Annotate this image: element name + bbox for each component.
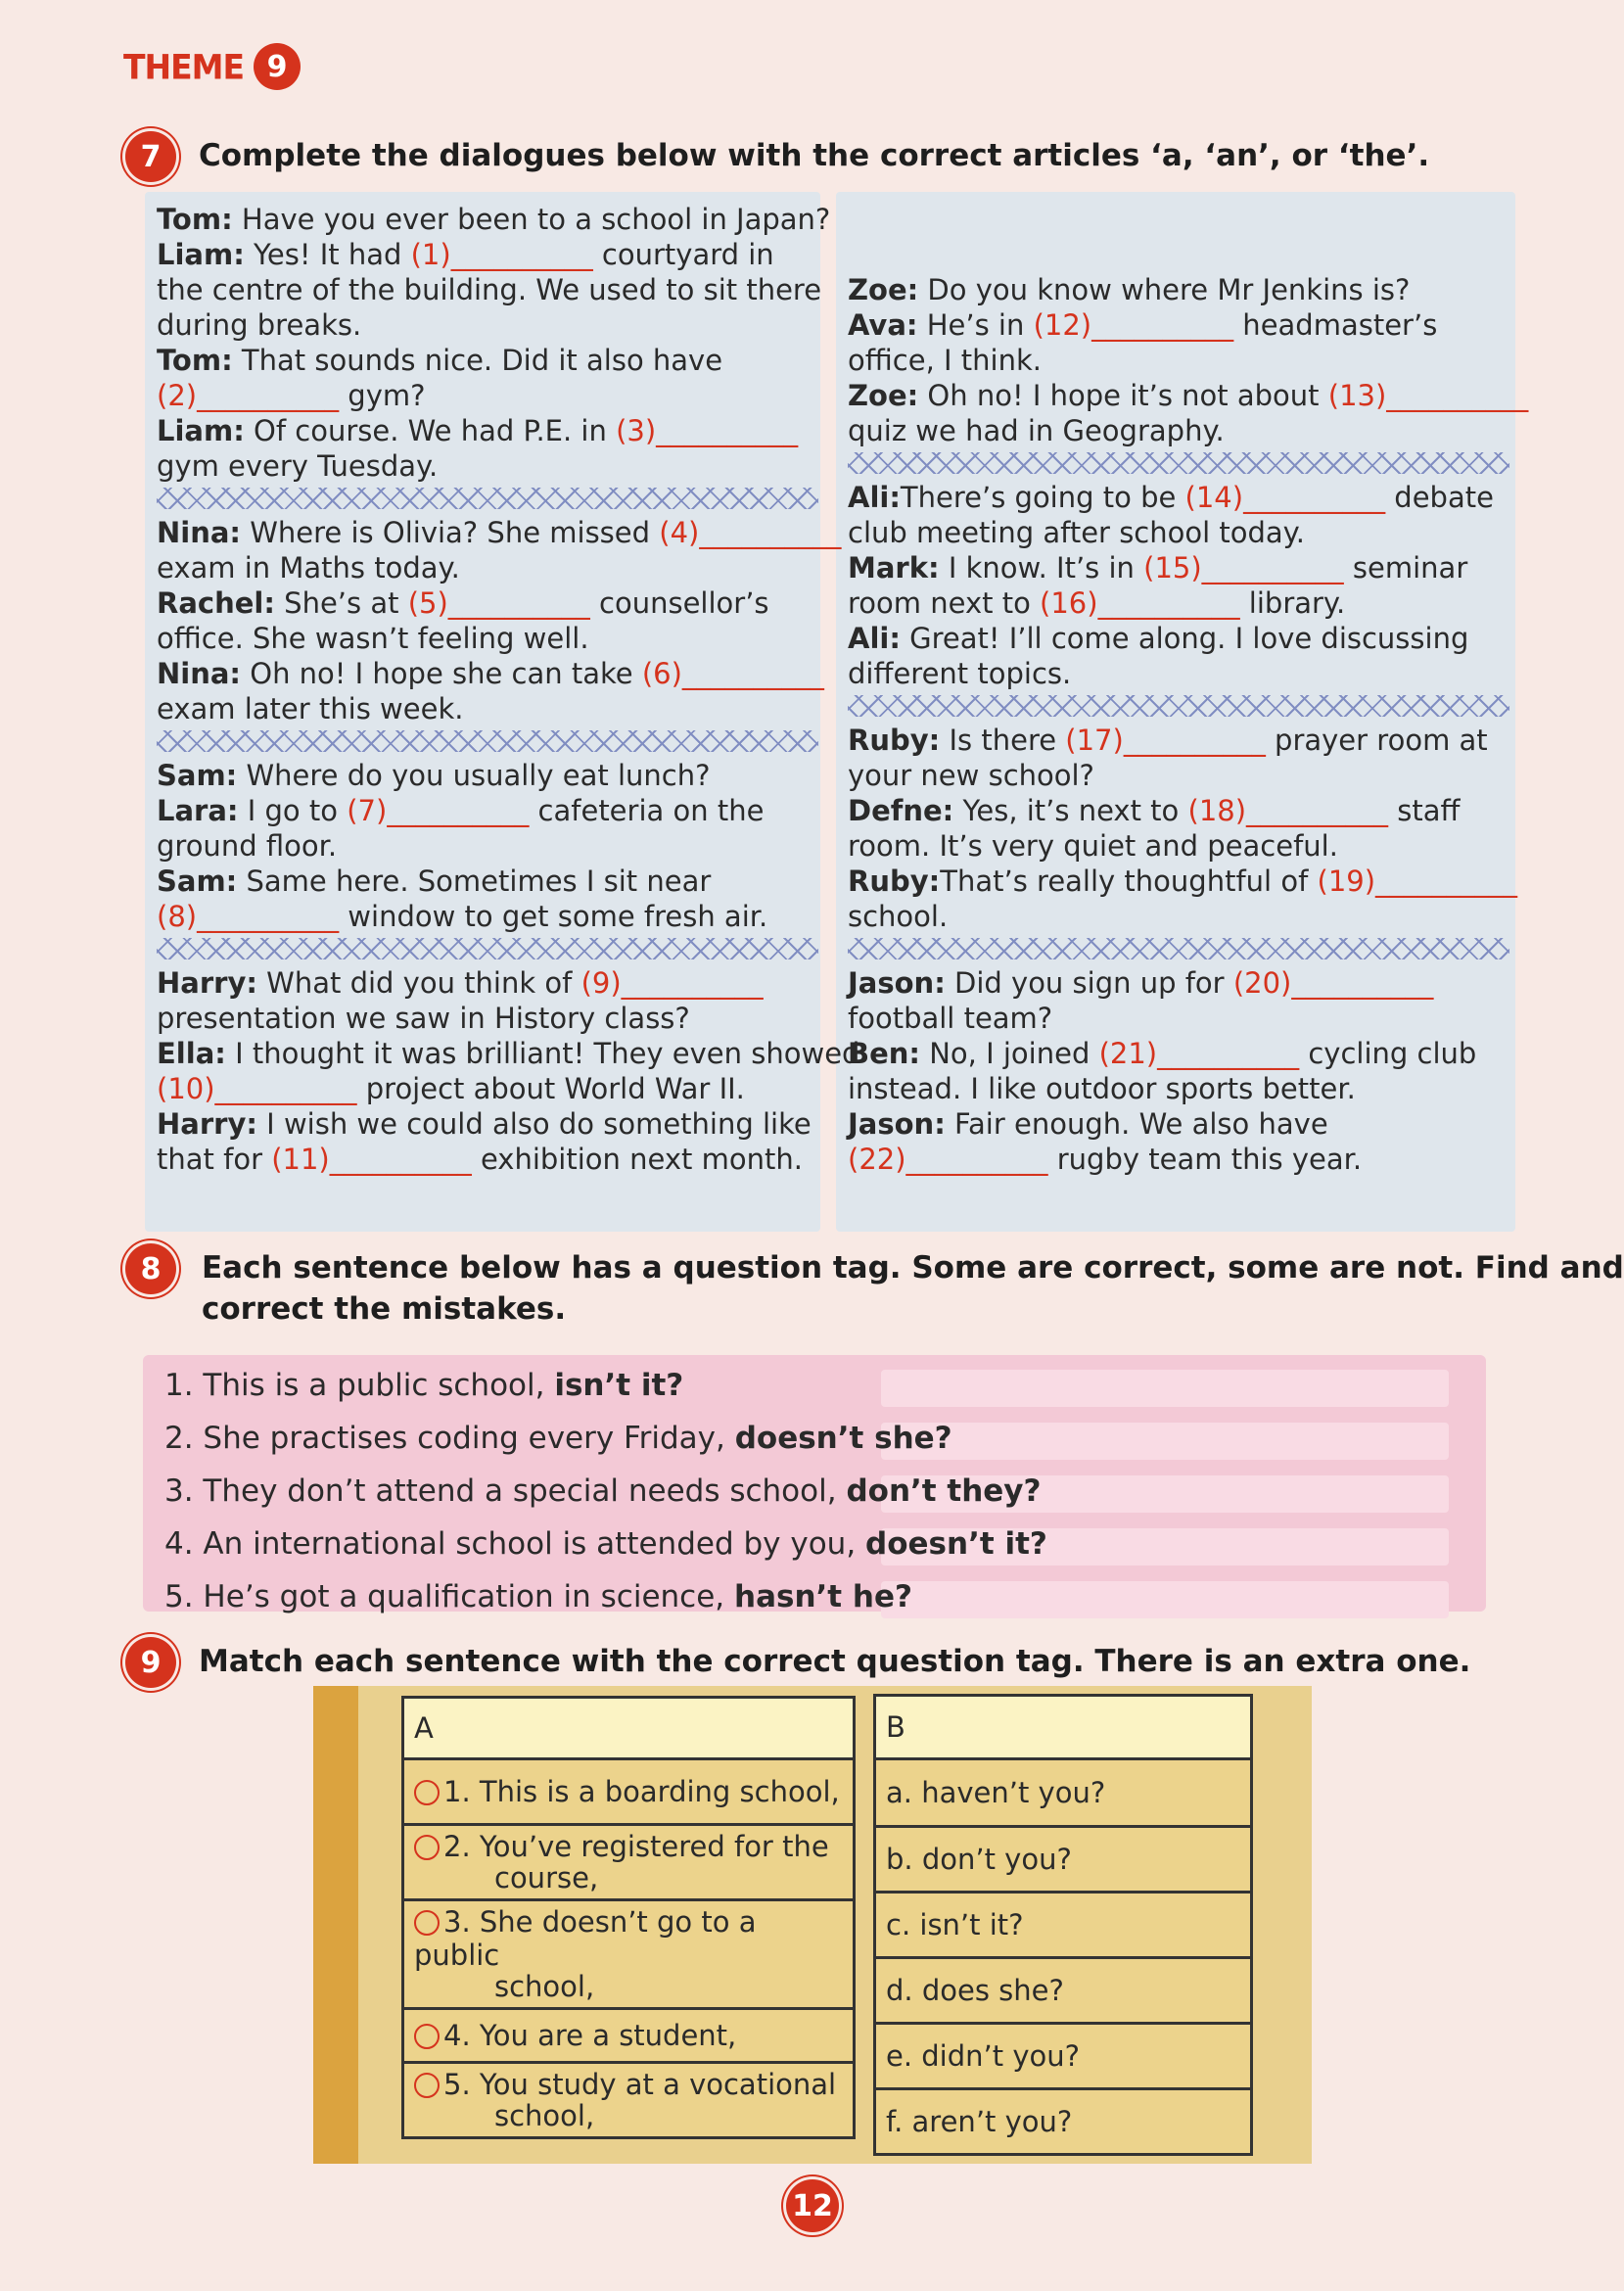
- matching-tag-cell: a. haven’t you?: [875, 1759, 1252, 1827]
- answer-blank: (6)__________: [641, 657, 824, 690]
- dialogue-block: [848, 480, 1509, 691]
- dialogue-text: Same here. Sometimes I sit near: [237, 865, 712, 898]
- matching-sentence-cont: course,: [494, 1861, 599, 1894]
- matching-row-a: [403, 2009, 855, 2063]
- speaker-name: Sam:: [157, 759, 238, 792]
- matching-sentence: 5. You study at a vocational: [443, 2068, 837, 2101]
- dialogue-line: [157, 965, 818, 1001]
- speaker-name: Harry:: [157, 1107, 257, 1141]
- speaker-name: Ben:: [848, 1037, 921, 1070]
- answer-blank: (21)__________: [1098, 1037, 1300, 1070]
- dialogue-text: gym?: [339, 379, 426, 412]
- dialogue-line: [848, 413, 1509, 448]
- dialogue-line: [157, 621, 818, 656]
- speaker-name: Tom:: [157, 344, 233, 377]
- dialogue-text: headmaster’s: [1233, 308, 1438, 342]
- matching-sentence-line: [414, 1905, 843, 1972]
- question-tag-item: [164, 1421, 952, 1456]
- dialogue-text: quiz we had in Geography.: [848, 414, 1225, 447]
- answer-circle[interactable]: [414, 1835, 440, 1860]
- dialogue-text: cafeteria on the: [529, 794, 765, 827]
- dialogue-text: That sounds nice. Did it also have: [232, 344, 723, 377]
- matching-sentence-line: [414, 2019, 843, 2052]
- speaker-name: Ali:: [848, 622, 901, 655]
- question-tag-item: [164, 1579, 912, 1614]
- dialogue-line: [157, 899, 818, 934]
- dialogue-text: exam in Maths today.: [157, 551, 460, 584]
- matching-cell-a: [403, 1759, 855, 1825]
- speaker-name: Nina:: [157, 657, 242, 690]
- dialogue-block: [848, 723, 1518, 934]
- question-tag: isn’t it?: [554, 1368, 684, 1403]
- dialogue-text: ground floor.: [157, 829, 338, 863]
- dialogue-text: Do you know where Mr Jenkins is?: [918, 273, 1411, 306]
- matching-row-b: [875, 2089, 1252, 2155]
- dialogue-line: [848, 965, 1509, 1001]
- dialogue-line: [157, 1106, 818, 1142]
- dialogue-line: [157, 758, 818, 793]
- dialogue-line: [848, 864, 1518, 899]
- dialogue-text: staff: [1388, 794, 1461, 827]
- answer-blank: (22)__________: [848, 1143, 1048, 1176]
- matching-sentence-line: [414, 1830, 843, 1863]
- matching-row-b: [875, 1893, 1252, 1958]
- dialogue-text: room next to: [848, 586, 1041, 620]
- dialogue-line: [157, 378, 818, 413]
- dialogue-block: [157, 758, 818, 934]
- dialogue-line: [848, 585, 1509, 621]
- dialogue-text: Have you ever been to a school in Japan?: [232, 203, 831, 236]
- speaker-name: Tom:: [157, 203, 233, 236]
- matching-sentence-line: [414, 2068, 843, 2101]
- speaker-name: Rachel:: [157, 586, 275, 620]
- dialogue-text: Did you sign up for: [945, 966, 1233, 1000]
- answer-blank: (18)__________: [1187, 794, 1389, 827]
- dialogue-line: [848, 1106, 1509, 1142]
- dialogue-text: project about World War II.: [356, 1072, 745, 1105]
- dialogue-line: [157, 307, 818, 343]
- question-tag-item: [164, 1473, 1042, 1509]
- dialogue-text: I thought it was brilliant! They even showed: [225, 1037, 860, 1070]
- answer-line[interactable]: [881, 1423, 1449, 1460]
- dialogue-text: Where is Olivia? She missed: [241, 516, 660, 549]
- dialogue-line: [157, 828, 818, 864]
- dialogue-line: [848, 1142, 1509, 1177]
- speaker-name: Liam:: [157, 414, 245, 447]
- answer-blank: (12)__________: [1033, 308, 1234, 342]
- dialogue-text: No, I joined: [920, 1037, 1099, 1070]
- dialogue-text: that for: [157, 1143, 272, 1176]
- exercise-8-title-line2: correct the mistakes.: [202, 1291, 567, 1327]
- matching-cell-a: [403, 1900, 855, 2009]
- dialogue-line: [848, 515, 1509, 550]
- dialogue-line: [157, 515, 842, 550]
- dialogue-text: gym every Tuesday.: [157, 449, 439, 483]
- page-number: 12: [786, 2179, 839, 2232]
- exercise-8-title-line1: Each sentence below has a question tag. Some are correct, some are not. Find and: [202, 1250, 1624, 1286]
- matching-column-a: [401, 1696, 856, 2139]
- dialogue-text: window to get some fresh air.: [339, 900, 768, 933]
- dialogue-text: Oh no! I hope it’s not about: [918, 379, 1328, 412]
- dialogue-line: [848, 828, 1509, 864]
- dialogue-block: [157, 202, 831, 484]
- dialogue-text: football team?: [848, 1002, 1053, 1035]
- dialogue-line: [848, 758, 1509, 793]
- speaker-name: Lara:: [157, 794, 239, 827]
- sentence-text: 1. This is a public school,: [164, 1368, 555, 1403]
- dialogue-line: [848, 1036, 1509, 1071]
- dialogue-text: exam later this week.: [157, 692, 464, 725]
- dialogue-line: [848, 343, 1509, 378]
- matching-sentence: 1. This is a boarding school,: [443, 1775, 840, 1808]
- answer-circle[interactable]: [414, 1780, 440, 1805]
- dialogue-block: [157, 965, 860, 1177]
- answer-line[interactable]: [881, 1370, 1449, 1407]
- dialogue-line: [157, 237, 818, 272]
- answer-blank: (2)__________: [157, 379, 340, 412]
- column-a-header: A: [403, 1698, 855, 1759]
- dialogue-separator: [848, 695, 1509, 717]
- dialogue-text: Of course. We had P.E. in: [244, 414, 617, 447]
- speaker-name: Defne:: [848, 794, 954, 827]
- dialogue-text: different topics.: [848, 657, 1072, 690]
- question-tag-item: [164, 1368, 683, 1403]
- matching-row-b: [875, 1958, 1252, 2024]
- dialogue-line: [157, 691, 818, 726]
- dialogue-text: your new school?: [848, 759, 1094, 792]
- dialogue-line: [157, 272, 822, 307]
- dialogue-text: Yes, it’s next to: [953, 794, 1188, 827]
- matching-tag-cell: b. don’t you?: [875, 1827, 1252, 1893]
- dialogue-line: [848, 480, 1509, 515]
- exercise-7-title: Complete the dialogues below with the correct articles ‘a, ‘an’, or ‘the’.: [199, 138, 1430, 173]
- answer-line[interactable]: [881, 1581, 1449, 1618]
- dialogue-text: rugby team this year.: [1047, 1143, 1363, 1176]
- dialogue-line: [157, 202, 831, 237]
- dialogue-line: [157, 1001, 818, 1036]
- dialogue-text: cycling club: [1299, 1037, 1477, 1070]
- speaker-name: Harry:: [157, 966, 257, 1000]
- dialogue-separator: [157, 938, 818, 959]
- column-b-header: B: [875, 1696, 1252, 1759]
- dialogue-text: What did you think of: [256, 966, 581, 1000]
- answer-blank: (11)__________: [271, 1143, 472, 1176]
- dialogue-text: I know. It’s in: [939, 551, 1144, 584]
- dialogue-line: [848, 621, 1509, 656]
- answer-blank: (8)__________: [157, 900, 340, 933]
- question-tag: hasn’t he?: [734, 1579, 912, 1614]
- dialogue-line: [848, 307, 1509, 343]
- dialogue-text: I wish we could also do something like: [256, 1107, 812, 1141]
- speaker-name: Ella:: [157, 1037, 226, 1070]
- speaker-name: Zoe:: [848, 379, 919, 412]
- speaker-name: Sam:: [157, 865, 238, 898]
- dialogue-text: instead. I like outdoor sports better.: [848, 1072, 1356, 1105]
- dialogue-text: Is there: [940, 724, 1066, 757]
- matching-row-b: [875, 1827, 1252, 1893]
- speaker-name: Liam:: [157, 238, 245, 271]
- sentence-text: 4. An international school is attended by you,: [164, 1526, 866, 1562]
- dialogue-text: Yes! It had: [244, 238, 411, 271]
- dialogue-text: during breaks.: [157, 308, 362, 342]
- sentence-text: 3. They don’t attend a special needs school,: [164, 1473, 847, 1509]
- dialogue-text: office, I think.: [848, 344, 1042, 377]
- dialogue-separator: [157, 730, 818, 752]
- answer-blank: (17)__________: [1065, 724, 1266, 757]
- dialogue-text: debate: [1385, 481, 1494, 514]
- matching-row-b: [875, 2024, 1252, 2089]
- matching-tag-cell: e. didn’t you?: [875, 2024, 1252, 2089]
- dialogue-text: courtyard in: [592, 238, 774, 271]
- question-tag: doesn’t it?: [865, 1526, 1047, 1562]
- matching-sentence-line: [414, 1775, 843, 1808]
- dialogue-separator: [157, 488, 818, 509]
- dialogue-line: [157, 585, 818, 621]
- answer-blank: (15)__________: [1143, 551, 1344, 584]
- dialogue-text: the centre of the building. We used to sit there: [157, 273, 822, 306]
- speaker-name: Ava:: [848, 308, 918, 342]
- theme-number-badge: 9: [254, 43, 301, 90]
- matching-row-a: [403, 2063, 855, 2138]
- question-tag-item: [164, 1526, 1047, 1562]
- dialogue-line: [157, 1071, 818, 1106]
- exercise-9-title: Match each sentence with the correct question tag. There is an extra one.: [199, 1644, 1471, 1679]
- speaker-name: Ali:: [848, 481, 901, 514]
- answer-blank: (19)__________: [1317, 865, 1518, 898]
- exercise-7-badge: 7: [125, 131, 176, 182]
- dialogue-text: Great! I’ll come along. I love discussing: [900, 622, 1469, 655]
- dialogue-text: school.: [848, 900, 949, 933]
- dialogue-line: [157, 1036, 860, 1071]
- speaker-name: Ruby:: [848, 865, 941, 898]
- matching-row-b: [875, 1759, 1252, 1827]
- matching-row-a: [403, 1825, 855, 1900]
- question-tag: don’t they?: [846, 1473, 1042, 1509]
- dialogue-line: [848, 1071, 1509, 1106]
- dialogue-text: prayer room at: [1265, 724, 1488, 757]
- dialogue-line: [848, 378, 1529, 413]
- speaker-name: Ruby:: [848, 724, 941, 757]
- dialogue-text: There’s going to be: [900, 481, 1185, 514]
- dialogue-text: That’s really thoughtful of: [940, 865, 1318, 898]
- answer-blank: (16)__________: [1040, 586, 1240, 620]
- speaker-name: Zoe:: [848, 273, 919, 306]
- matching-cell-a: [403, 2009, 855, 2063]
- answer-blank: (14)__________: [1184, 481, 1386, 514]
- dialogue-text: library.: [1239, 586, 1346, 620]
- dialogue-text: exhibition next month.: [471, 1143, 803, 1176]
- theme-label: THEME: [123, 46, 245, 87]
- dialogue-block: [848, 272, 1529, 448]
- dialogue-line: [157, 413, 818, 448]
- matching-row-a: [403, 1900, 855, 2009]
- dialogue-separator: [848, 452, 1509, 474]
- question-tag: doesn’t she?: [734, 1421, 952, 1456]
- dialogue-line: [848, 723, 1509, 758]
- answer-circle[interactable]: [414, 2073, 440, 2098]
- exercise-9-badge: 9: [125, 1637, 176, 1688]
- dialogue-text: room. It’s very quiet and peaceful.: [848, 829, 1338, 863]
- dialogue-text: He’s in: [917, 308, 1034, 342]
- dialogue-line: [157, 343, 818, 378]
- dialogue-line: [848, 1001, 1509, 1036]
- dialogue-text: presentation we saw in History class?: [157, 1002, 690, 1035]
- matching-tag-cell: d. does she?: [875, 1958, 1252, 2024]
- matching-cell-a: [403, 1825, 855, 1900]
- matching-sentence: 2. You’ve registered for the: [443, 1830, 829, 1863]
- dialogue-separator: [848, 938, 1509, 959]
- answer-blank: (7)__________: [347, 794, 530, 827]
- sentence-text: 5. He’s got a qualification in science,: [164, 1579, 734, 1614]
- dialogue-line: [157, 793, 818, 828]
- dialogue-line: [157, 1142, 818, 1177]
- answer-blank: (5)__________: [407, 586, 590, 620]
- sentence-text: 2. She practises coding every Friday,: [164, 1421, 735, 1456]
- dialogue-line: [848, 656, 1509, 691]
- matching-sentence-cont: school,: [494, 2099, 595, 2132]
- matching-sentence-cont: school,: [494, 1970, 595, 2003]
- matching-tag-cell: f. aren’t you?: [875, 2089, 1252, 2155]
- answer-blank: (3)__________: [616, 414, 799, 447]
- dialogue-line: [157, 448, 818, 484]
- answer-blank: (4)__________: [659, 516, 842, 549]
- dialogue-line: [157, 656, 824, 691]
- matching-column-b: [873, 1694, 1253, 2156]
- speaker-name: Jason:: [848, 966, 946, 1000]
- matching-sentence: 4. You are a student,: [443, 2019, 737, 2052]
- dialogue-text: seminar: [1343, 551, 1468, 584]
- dialogue-text: club meeting after school today.: [848, 516, 1305, 549]
- dialogue-text: Oh no! I hope she can take: [241, 657, 642, 690]
- dialogue-line: [848, 550, 1509, 585]
- dialogue-line: [157, 550, 818, 585]
- answer-blank: (1)__________: [410, 238, 593, 271]
- dialogue-line: [157, 864, 818, 899]
- theme-header: [123, 43, 301, 90]
- answer-blank: (10)__________: [157, 1072, 357, 1105]
- speaker-name: Jason:: [848, 1107, 946, 1141]
- matching-box-edge: [313, 1686, 358, 2164]
- answer-blank: (13)__________: [1327, 379, 1529, 412]
- dialogue-column-right: [848, 272, 1529, 1177]
- dialogue-line: [848, 272, 1509, 307]
- dialogue-text: counsellor’s: [589, 586, 769, 620]
- dialogue-text: Where do you usually eat lunch?: [237, 759, 711, 792]
- matching-cell-a: [403, 2063, 855, 2138]
- matching-tag-cell: c. isn’t it?: [875, 1893, 1252, 1958]
- matching-sentence: 3. She doesn’t go to a public: [414, 1905, 757, 1972]
- answer-circle[interactable]: [414, 1910, 440, 1936]
- dialogue-block: [848, 965, 1509, 1177]
- speaker-name: Nina:: [157, 516, 242, 549]
- dialogue-text: office. She wasn’t feeling well.: [157, 622, 589, 655]
- matching-row-a: [403, 1759, 855, 1825]
- dialogue-line: [848, 899, 1509, 934]
- speaker-name: Mark:: [848, 551, 940, 584]
- dialogue-text: I go to: [238, 794, 348, 827]
- dialogue-block: [157, 515, 842, 726]
- answer-blank: (9)__________: [580, 966, 764, 1000]
- dialogue-column-left: [157, 202, 860, 1177]
- exercise-8-badge: 8: [125, 1243, 176, 1294]
- answer-circle[interactable]: [414, 2024, 440, 2049]
- answer-blank: (20)__________: [1232, 966, 1434, 1000]
- dialogue-text: She’s at: [274, 586, 408, 620]
- dialogue-text: Fair enough. We also have: [945, 1107, 1328, 1141]
- dialogue-line: [848, 793, 1509, 828]
